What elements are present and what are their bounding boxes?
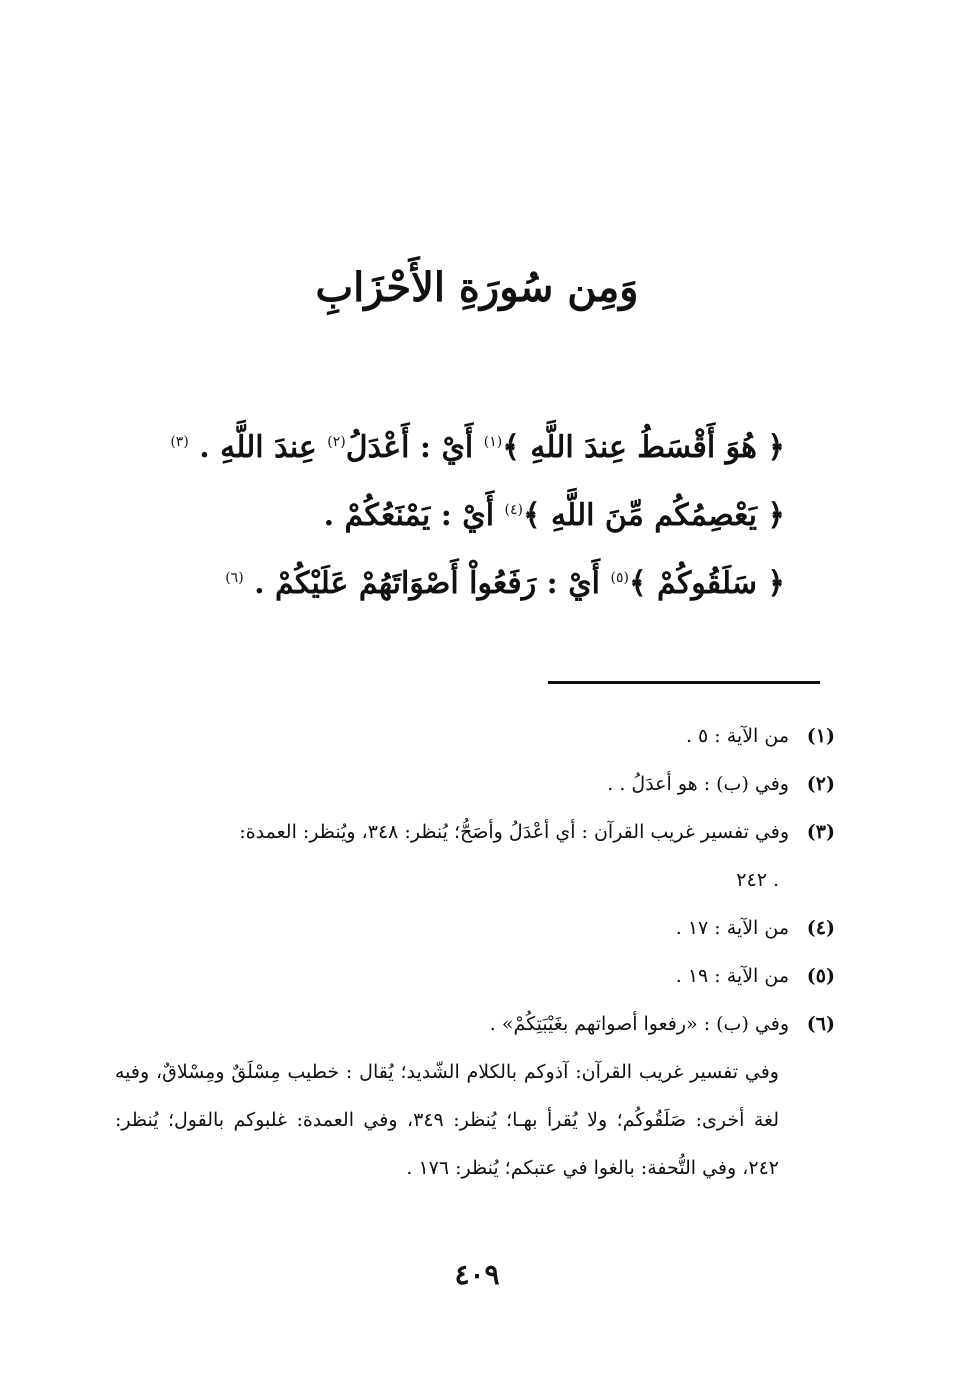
- footnote-text: من الآية : ١٩ .: [675, 965, 789, 987]
- footnote-ref: (٦): [225, 570, 244, 586]
- footnotes: [115, 712, 835, 1192]
- verse-quote: ﴿ هُوَ أَقْسَطُ عِندَ اللَّهِ ﴾: [502, 430, 785, 465]
- surah-title: وَمِن سُورَةِ الأَحْزَابِ: [315, 264, 639, 311]
- verse-gloss: أَيْ : يَمْنَعُكُمْ .: [323, 498, 495, 533]
- footnote-3: [115, 808, 835, 856]
- footnote-text: من الآية : ٥ .: [685, 725, 789, 747]
- footnote-number: (٤): [806, 917, 835, 939]
- verse-gloss: أَيْ : رَفَعُواْ أَصْوَاتَهُمْ عَلَيْكُمْ .: [254, 566, 601, 601]
- footnote-6: [115, 1000, 835, 1048]
- footnote-number: (٣): [806, 821, 835, 843]
- footnote-text: من الآية : ١٧ .: [675, 917, 789, 939]
- footnote-6-paragraph: وفي تفسير غريب القرآن: آذوكم بالكلام الشّديد؛ يُقال : خطيب مِسْلَقٌ ومِسْلاقٌ، وفيه لغة أخرى: صَلَقُوكُم؛ ولا يُقرأ بهـا؛ يُنظر: ٣٤٩، وفي العمدة: غلبوكم بالقول؛ يُنظر: ٢٤٢، وفي التُّحفة: بالغوا في عتبكم؛ يُنظر: ١٧٦ .: [115, 1061, 779, 1179]
- verse-gloss: أَيْ : أَعْدَلُ: [345, 430, 474, 465]
- footnote-ref: (٤): [504, 502, 523, 518]
- footnote-ref: (١): [483, 434, 503, 450]
- verse-gloss: عِندَ اللَّهِ .: [199, 430, 317, 465]
- page-number: ٤٠٩: [454, 1258, 500, 1291]
- verse-list: [170, 408, 785, 612]
- footnote-number: (٢): [806, 773, 835, 795]
- footnote-2: [115, 760, 835, 808]
- verse-line-3: [225, 544, 785, 612]
- footnote-text: وفي (ب) : هو أعدَلُ . .: [607, 773, 789, 795]
- footnote-ref: (٢): [327, 434, 346, 450]
- footnote-text: وفي (ب) : «رفعوا أصواتهم بغَيْبَتِكُمْ» .: [489, 1013, 789, 1035]
- footnote-number: (١): [806, 725, 835, 747]
- footnote-1: [115, 712, 835, 760]
- footnote-ref: (٣): [170, 434, 189, 450]
- verse-line-2: [230, 476, 785, 544]
- footnote-number: (٦): [806, 1013, 835, 1035]
- footnote-3-continuation: ٢٤٢ .: [736, 869, 779, 891]
- footnote-ref: (٥): [610, 570, 629, 586]
- footnote-4: [115, 904, 835, 952]
- verse-quote: ﴿ يَعْصِمُكُم مِّنَ اللَّهِ ﴾: [522, 498, 785, 533]
- footnote-5: [115, 952, 835, 1000]
- footnote-text: وفي تفسير غريب القرآن : أي أعْدَلُ وأصَحُّ؛ يُنظر: ٣٤٨، ويُنظر: العمدة:: [239, 821, 789, 843]
- verse-line-1: [170, 408, 785, 476]
- footnote-divider: [548, 681, 820, 684]
- footnote-number: (٥): [806, 965, 835, 987]
- verse-quote: ﴿ سَلَقُوكُمْ ﴾: [628, 566, 785, 601]
